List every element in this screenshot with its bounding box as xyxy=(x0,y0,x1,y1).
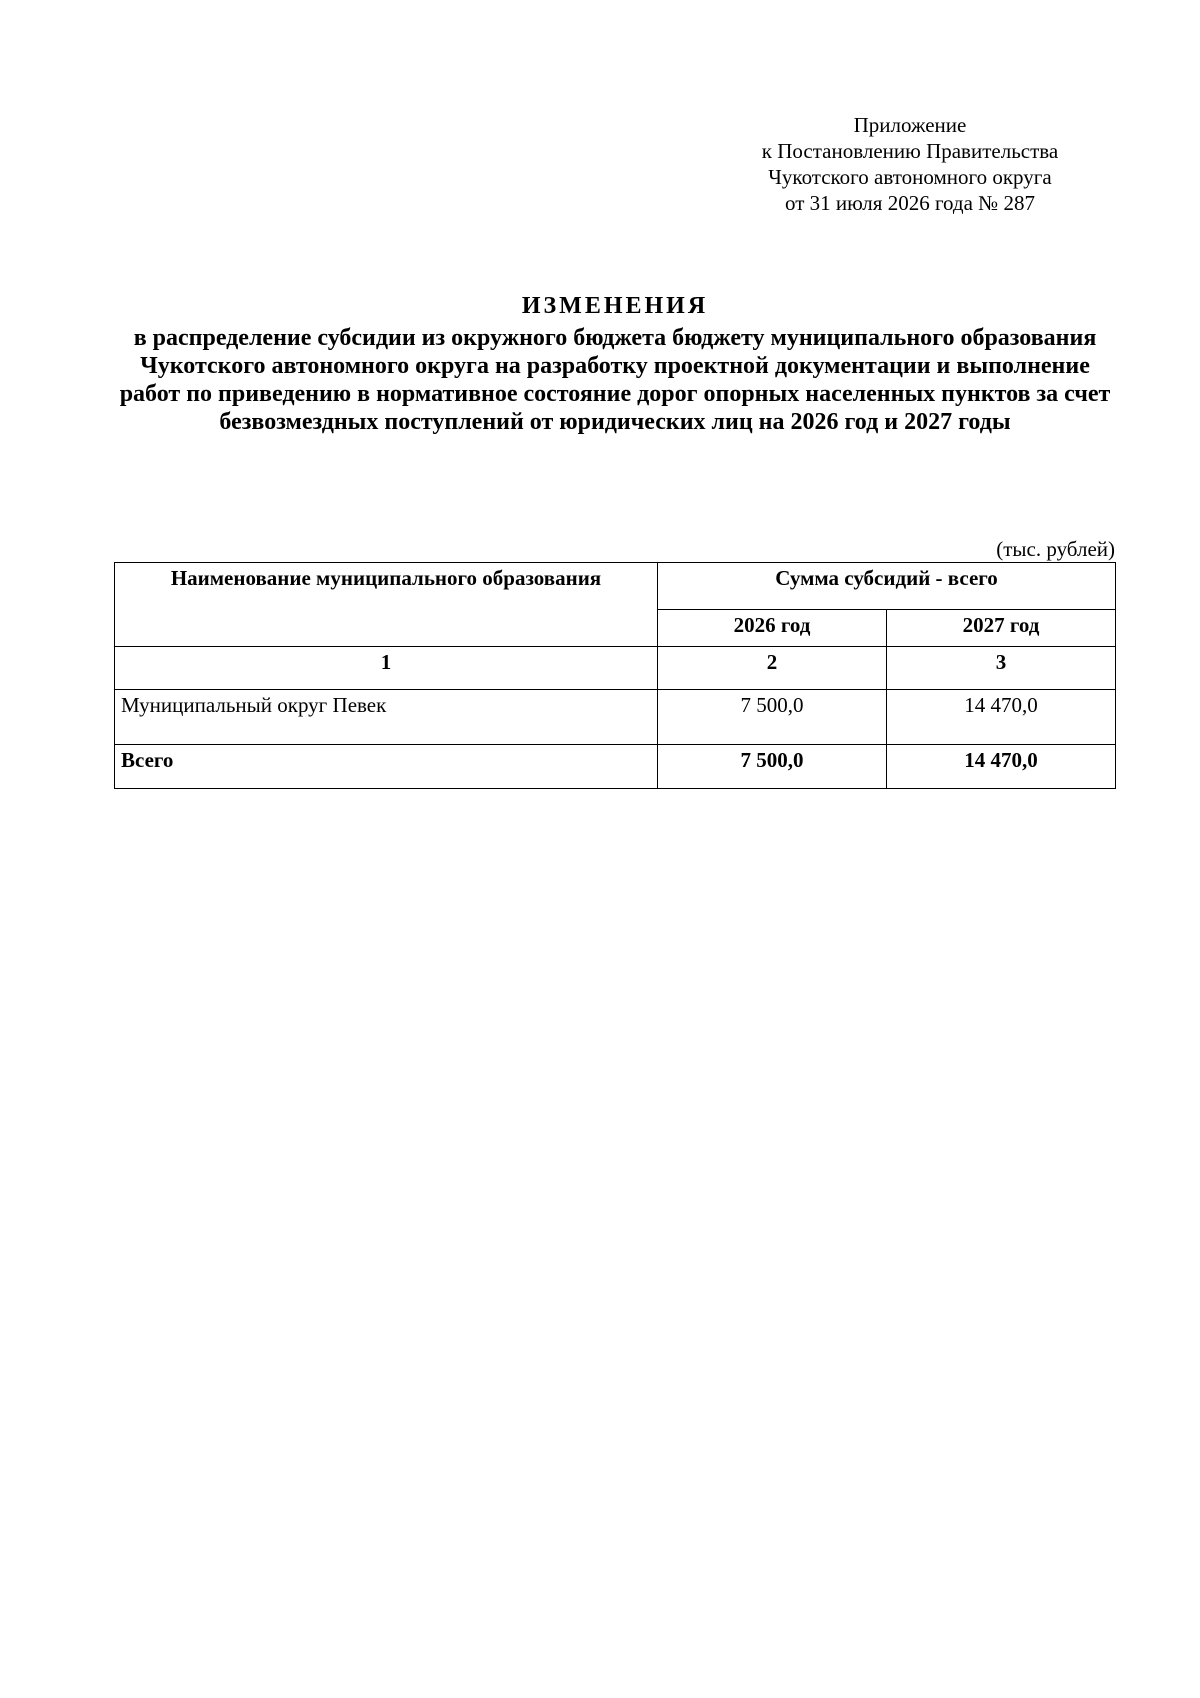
header-year-2027: 2027 год xyxy=(887,610,1116,647)
amount-2027: 14 470,0 xyxy=(887,690,1116,745)
column-number-1: 1 xyxy=(115,647,658,690)
total-row xyxy=(115,745,1116,789)
document-heading: ИЗМЕНЕНИЯ xyxy=(521,293,709,319)
header-subsidy-total: Сумма субсидий - всего xyxy=(658,563,1116,610)
header-year-2026: 2026 год xyxy=(658,610,887,647)
document-subtitle: в распределение субсидии из окружного бюджета бюджету муниципального образования Чукотского автономного округа на разработку проектной документации и выполнение работ по приведению в нормативное состояние дорог опорных населенных пунктов за счет безвозмездных поступлений от юридических лиц на 2026 год и 2027 годы xyxy=(119,325,1111,435)
appendix-label: Приложение xyxy=(853,113,967,137)
document-title xyxy=(110,290,1120,436)
unit-note: (тыс. рублей) xyxy=(996,537,1115,561)
appendix-date-number: от 31 июля 2026 года № 287 xyxy=(785,191,1035,215)
header-municipality: Наименование муниципального образования xyxy=(115,563,658,647)
column-number-2: 2 xyxy=(658,647,887,690)
total-label: Всего xyxy=(115,745,658,789)
appendix-resolution: к Постановлению Правительства xyxy=(761,139,1059,163)
total-2027: 14 470,0 xyxy=(887,745,1116,789)
municipality-name: Муниципальный округ Певек xyxy=(115,690,658,745)
total-2026: 7 500,0 xyxy=(658,745,887,789)
subsidy-table xyxy=(114,562,1116,789)
appendix-block xyxy=(710,112,1110,216)
column-numbers-row xyxy=(115,647,1116,690)
amount-2026: 7 500,0 xyxy=(658,690,887,745)
appendix-region: Чукотского автономного округа xyxy=(768,165,1052,189)
table-header-row xyxy=(115,563,1116,610)
table-row xyxy=(115,690,1116,745)
column-number-3: 3 xyxy=(887,647,1116,690)
